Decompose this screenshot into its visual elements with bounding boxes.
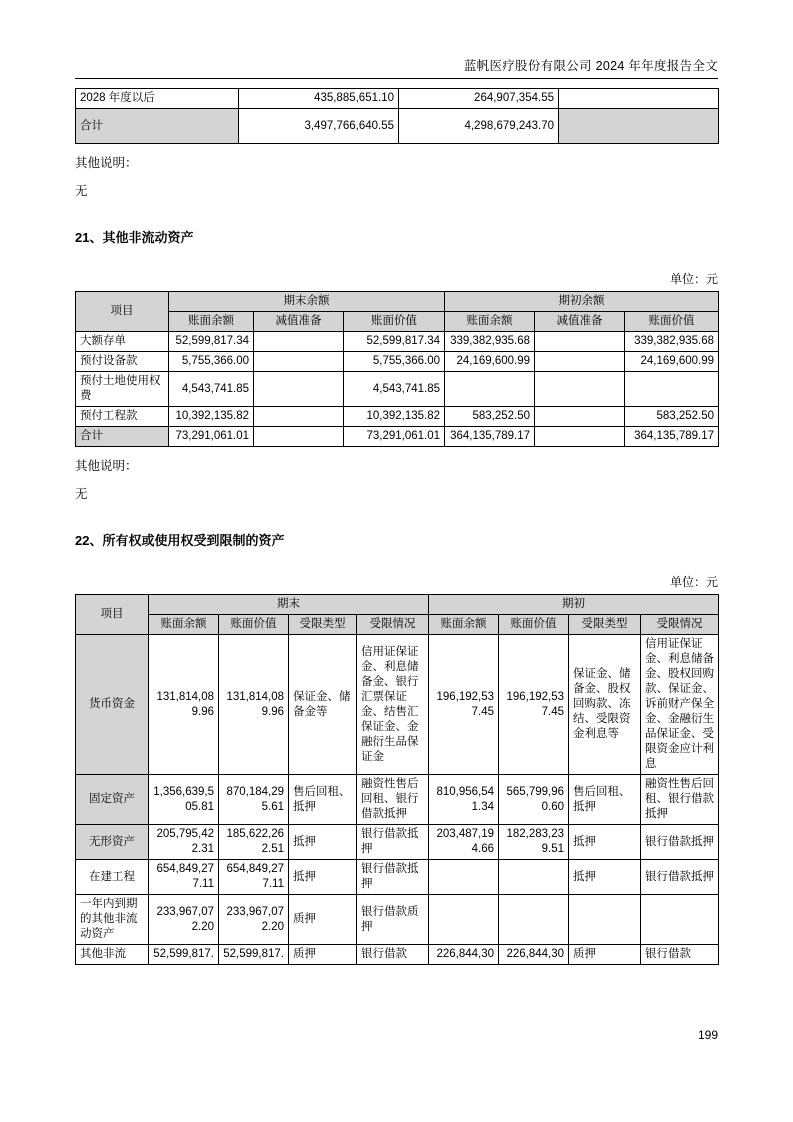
cell-value: 银行借款抵押 bbox=[641, 825, 719, 860]
col-group-beginning: 期初 bbox=[429, 595, 719, 615]
cell-value: 203,487,194.66 bbox=[429, 825, 499, 860]
cell-value: 5,755,366.00 bbox=[344, 352, 445, 372]
cell-value bbox=[641, 895, 719, 945]
col-book-value-begin: 账面价值 bbox=[499, 615, 569, 635]
cell-value: 205,795,422.31 bbox=[149, 825, 219, 860]
row-label: 其他非流 bbox=[76, 945, 149, 965]
row-label: 预付工程款 bbox=[76, 407, 169, 427]
col-impairment-end: 减值准备 bbox=[254, 312, 344, 332]
col-book-value-end: 账面价值 bbox=[344, 312, 445, 332]
cell-value: 339,382,935.68 bbox=[625, 332, 719, 352]
row-label: 大额存单 bbox=[76, 332, 169, 352]
cell-value: 226,844,30 bbox=[429, 945, 499, 965]
cell-value: 4,298,679,243.70 bbox=[399, 109, 559, 144]
cell-value: 565,799,960.60 bbox=[499, 775, 569, 825]
col-group-ending: 期末 bbox=[149, 595, 429, 615]
cell-value: 抵押 bbox=[289, 825, 357, 860]
cell-value: 4,543,741.85 bbox=[344, 372, 445, 407]
page-header bbox=[75, 58, 718, 79]
cell-value: 5,755,366.00 bbox=[169, 352, 254, 372]
cell-value bbox=[499, 860, 569, 895]
cell-value bbox=[625, 372, 719, 407]
cell-value: 654,849,277.11 bbox=[219, 860, 289, 895]
row-label-total: 合计 bbox=[76, 427, 169, 447]
col-book-balance-end: 账面余额 bbox=[169, 312, 254, 332]
cell-value: 质押 bbox=[569, 945, 641, 965]
cell-value: 抵押 bbox=[569, 825, 641, 860]
cell-value: 185,622,262.51 bbox=[219, 825, 289, 860]
cell-value: 信用证保证金、利息储备金、股权回购款、保证金、诉前财产保全金、金融衍生品保证金、受限资金应计利息 bbox=[641, 635, 719, 775]
cell-value: 银行借款抵押 bbox=[641, 860, 719, 895]
other-non-current-assets-table bbox=[75, 291, 719, 447]
cell-value bbox=[535, 332, 625, 352]
row-label: 预付土地使用权费 bbox=[76, 372, 169, 407]
table-row bbox=[76, 825, 719, 860]
table-row bbox=[76, 860, 719, 895]
col-restriction-case-end: 受限情况 bbox=[357, 615, 429, 635]
row-label: 货币资金 bbox=[76, 635, 149, 775]
table-row bbox=[76, 372, 719, 407]
col-restriction-type-begin: 受限类型 bbox=[569, 615, 641, 635]
section-21-unit: 单位：元 bbox=[669, 272, 718, 286]
cell-value bbox=[535, 407, 625, 427]
cell-value: 131,814,089.96 bbox=[149, 635, 219, 775]
cell-value: 583,252.50 bbox=[445, 407, 535, 427]
cell-value bbox=[569, 895, 641, 945]
cell-value bbox=[499, 895, 569, 945]
cell-value bbox=[559, 89, 719, 109]
cell-value bbox=[559, 109, 719, 144]
cell-value: 196,192,537.45 bbox=[499, 635, 569, 775]
cell-value: 435,885,651.10 bbox=[239, 89, 399, 109]
cell-value: 融资性售后回租、银行借款抵押 bbox=[641, 775, 719, 825]
table-row bbox=[76, 332, 719, 352]
cell-value: 银行借款抵押 bbox=[357, 825, 429, 860]
cell-value bbox=[429, 860, 499, 895]
cell-value: 73,291,061.01 bbox=[169, 427, 254, 447]
cell-value: 339,382,935.68 bbox=[445, 332, 535, 352]
cell-value: 24,169,600.99 bbox=[445, 352, 535, 372]
cell-value: 233,967,072.20 bbox=[219, 895, 289, 945]
table-header-row bbox=[76, 595, 719, 615]
table-row bbox=[76, 895, 719, 945]
table-row bbox=[76, 109, 719, 144]
cell-value: 10,392,135.82 bbox=[169, 407, 254, 427]
cell-value: 保证金、储备金等 bbox=[289, 635, 357, 775]
cell-value: 信用证保证金、利息储备金、银行汇票保证金、结售汇保证金、金融衍生品保证金 bbox=[357, 635, 429, 775]
section-21-heading: 21、其他非流动资产 bbox=[75, 230, 194, 245]
cell-value: 583,252.50 bbox=[625, 407, 719, 427]
other-notes-label-1: 其他说明： bbox=[75, 156, 138, 170]
cell-value: 131,814,089.96 bbox=[219, 635, 289, 775]
cell-value: 264,907,354.55 bbox=[399, 89, 559, 109]
report-title: 蓝帆医疗股份有限公司 2024 年年度报告全文 bbox=[463, 59, 718, 73]
cell-value: 226,844,30 bbox=[499, 945, 569, 965]
row-label-total: 合计 bbox=[76, 109, 239, 144]
cell-value: 抵押 bbox=[569, 860, 641, 895]
cell-value: 融资性售后回租、银行借款抵押 bbox=[357, 775, 429, 825]
col-book-balance-begin: 账面余额 bbox=[429, 615, 499, 635]
cell-value: 质押 bbox=[289, 945, 357, 965]
table-header-row bbox=[76, 292, 719, 312]
cell-value bbox=[254, 372, 344, 407]
cell-value: 52,599,817.34 bbox=[169, 332, 254, 352]
page-number: 199 bbox=[697, 1028, 718, 1042]
cell-value: 52,599,817. bbox=[149, 945, 219, 965]
cell-value: 870,184,295.61 bbox=[219, 775, 289, 825]
table-header-row bbox=[76, 312, 719, 332]
cell-value: 182,283,239.51 bbox=[499, 825, 569, 860]
cell-value: 银行借款质押 bbox=[357, 895, 429, 945]
cell-value: 4,543,741.85 bbox=[169, 372, 254, 407]
cell-value: 196,192,537.45 bbox=[429, 635, 499, 775]
cell-value: 810,956,541.34 bbox=[429, 775, 499, 825]
other-notes-label-2: 其他说明： bbox=[75, 459, 138, 473]
cell-value bbox=[535, 352, 625, 372]
col-book-value-begin: 账面价值 bbox=[625, 312, 719, 332]
col-impairment-begin: 减值准备 bbox=[535, 312, 625, 332]
other-notes-value-2: 无 bbox=[75, 487, 88, 501]
col-group-beginning: 期初余额 bbox=[445, 292, 719, 312]
cell-value bbox=[445, 372, 535, 407]
cell-value bbox=[254, 407, 344, 427]
cell-value: 24,169,600.99 bbox=[625, 352, 719, 372]
cell-value: 银行借款 bbox=[357, 945, 429, 965]
cell-value: 售后回租、抵押 bbox=[289, 775, 357, 825]
row-label: 固定资产 bbox=[76, 775, 149, 825]
cell-value bbox=[254, 427, 344, 447]
cell-value bbox=[254, 352, 344, 372]
cell-value: 1,356,639,505.81 bbox=[149, 775, 219, 825]
col-restriction-type-end: 受限类型 bbox=[289, 615, 357, 635]
cell-value: 52,599,817.34 bbox=[344, 332, 445, 352]
cell-value: 银行借款 bbox=[641, 945, 719, 965]
col-restriction-case-begin: 受限情况 bbox=[641, 615, 719, 635]
table-row bbox=[76, 945, 719, 965]
row-label: 预付设备款 bbox=[76, 352, 169, 372]
cell-value: 73,291,061.01 bbox=[344, 427, 445, 447]
cell-value: 抵押 bbox=[289, 860, 357, 895]
table-row bbox=[76, 427, 719, 447]
restricted-assets-table bbox=[75, 594, 719, 965]
table-header-row bbox=[76, 615, 719, 635]
header-divider bbox=[75, 78, 718, 79]
cell-value: 银行借款抵押 bbox=[357, 860, 429, 895]
row-label: 无形资产 bbox=[76, 825, 149, 860]
table-row bbox=[76, 89, 719, 109]
col-group-ending: 期末余额 bbox=[169, 292, 445, 312]
section-22-unit: 单位：元 bbox=[669, 575, 718, 589]
row-label: 2028 年度以后 bbox=[76, 89, 239, 109]
table-row bbox=[76, 407, 719, 427]
cell-value: 3,497,766,640.55 bbox=[239, 109, 399, 144]
cell-value: 保证金、储备金、股权回购款、冻结、受限资金利息等 bbox=[569, 635, 641, 775]
table-row bbox=[76, 775, 719, 825]
cell-value: 售后回租、抵押 bbox=[569, 775, 641, 825]
row-label: 在建工程 bbox=[76, 860, 149, 895]
col-item: 项目 bbox=[76, 595, 149, 635]
col-book-value-end: 账面价值 bbox=[219, 615, 289, 635]
cell-value: 10,392,135.82 bbox=[344, 407, 445, 427]
cell-value bbox=[254, 332, 344, 352]
col-book-balance-end: 账面余额 bbox=[149, 615, 219, 635]
table-row bbox=[76, 352, 719, 372]
table-row bbox=[76, 635, 719, 775]
col-book-balance-begin: 账面余额 bbox=[445, 312, 535, 332]
page-content bbox=[75, 88, 718, 965]
section-22-heading: 22、所有权或使用权受到限制的资产 bbox=[75, 533, 285, 548]
cell-value: 654,849,277.11 bbox=[149, 860, 219, 895]
col-item: 项目 bbox=[76, 292, 169, 332]
cell-value bbox=[535, 372, 625, 407]
row-label: 一年内到期的其他非流动资产 bbox=[76, 895, 149, 945]
cell-value bbox=[535, 427, 625, 447]
maturity-continuation-table bbox=[75, 88, 719, 144]
cell-value: 233,967,072.20 bbox=[149, 895, 219, 945]
cell-value: 364,135,789.17 bbox=[445, 427, 535, 447]
cell-value: 364,135,789.17 bbox=[625, 427, 719, 447]
cell-value: 质押 bbox=[289, 895, 357, 945]
cell-value bbox=[429, 895, 499, 945]
cell-value: 52,599,817. bbox=[219, 945, 289, 965]
other-notes-value-1: 无 bbox=[75, 184, 88, 198]
